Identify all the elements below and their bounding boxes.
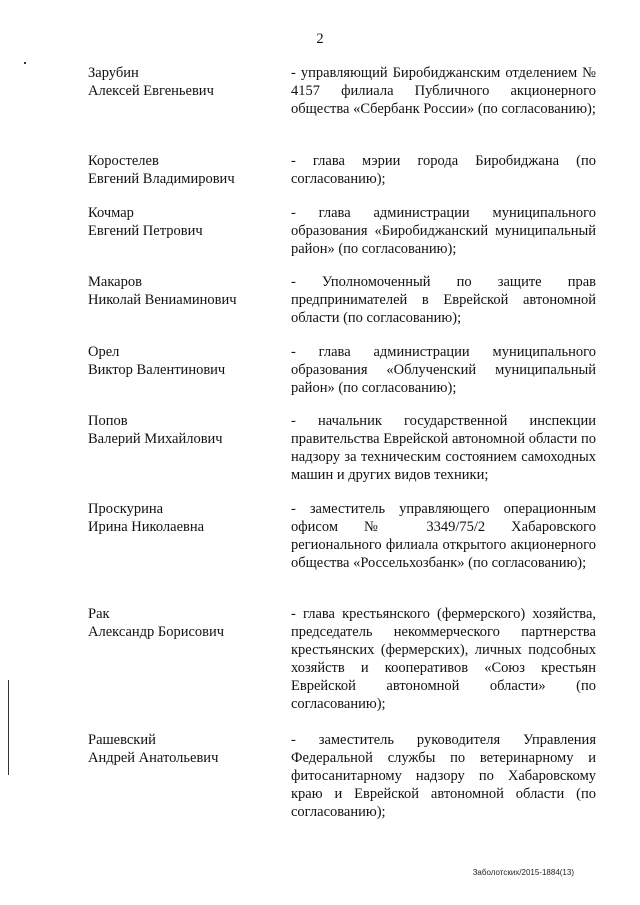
person-role: - заместитель руководителя Управления Федеральной службы по ветеринарному и фитосанитарному надзору по Хабаровскому краю и Еврейской автономной области (по согласованию);	[291, 732, 596, 820]
scan-speck	[24, 62, 26, 64]
person-role: - глава администрации муниципального образования «Биробиджанский муниципальный район» (по согласованию);	[291, 205, 596, 257]
person-name	[88, 64, 278, 100]
person-name	[88, 273, 278, 309]
person-role: - Уполномоченный по защите прав предпринимателей в Еврейской автономной области (по согласованию);	[291, 274, 596, 326]
person-surname: Коростелев	[88, 153, 159, 169]
person-name	[88, 412, 278, 448]
person-surname: Рашевский	[88, 732, 156, 748]
scan-edge-line	[8, 680, 9, 775]
person-surname: Кочмар	[88, 205, 134, 221]
person-given-names: Алексей Евгеньевич	[88, 83, 214, 99]
person-role: - глава крестьянского (фермерского) хозяйства, председатель некоммерческого партнерства крестьянских (фермерских), личных подсобных хозяйств и кооперативов «Союз крестьян Еврейской автономной области» (по согласованию);	[291, 606, 596, 712]
person-role: - начальник государственной инспекции правительства Еврейской автономной области по надзору за техническим состоянием самоходных машин и других видов техники;	[291, 413, 596, 483]
document-footer-code: Заболотских/2015-1884(13)	[472, 868, 574, 877]
person-given-names: Евгений Петрович	[88, 223, 203, 239]
person-surname: Орел	[88, 344, 120, 360]
person-given-names: Александр Борисович	[88, 624, 225, 640]
person-surname: Попов	[88, 413, 128, 429]
person-surname: Проскурина	[88, 501, 164, 517]
person-name	[88, 605, 278, 641]
person-name	[88, 731, 278, 767]
person-name	[88, 343, 278, 379]
person-name	[88, 204, 278, 240]
person-name	[88, 500, 278, 536]
person-given-names: Андрей Анатольевич	[88, 750, 219, 766]
person-surname: Рак	[88, 606, 110, 622]
person-given-names: Ирина Николаевна	[88, 519, 205, 535]
person-given-names: Евгений Владимирович	[88, 171, 235, 187]
person-given-names: Валерий Михайлович	[88, 431, 223, 447]
person-role: - глава администрации муниципального образования «Облученский муниципальный район» (по согласованию);	[291, 344, 596, 396]
person-given-names: Виктор Валентинович	[88, 362, 226, 378]
person-role: - глава мэрии города Биробиджана (по согласованию);	[291, 153, 596, 187]
person-surname: Макаров	[88, 274, 142, 290]
person-surname: Зарубин	[88, 65, 139, 81]
person-name	[88, 152, 278, 188]
person-role: - заместитель управляющего операционным офисом № 3349/75/2 Хабаровского регионального филиала открытого акционерного общества «Россельхозбанк» (по согласованию);	[291, 501, 596, 571]
person-given-names: Николай Вениаминович	[88, 292, 237, 308]
page-number: 2	[316, 31, 324, 47]
person-role: - управляющий Биробиджанским отделением № 4157 филиала Публичного акционерного общества «Сбербанк России» (по согласованию);	[291, 65, 596, 117]
